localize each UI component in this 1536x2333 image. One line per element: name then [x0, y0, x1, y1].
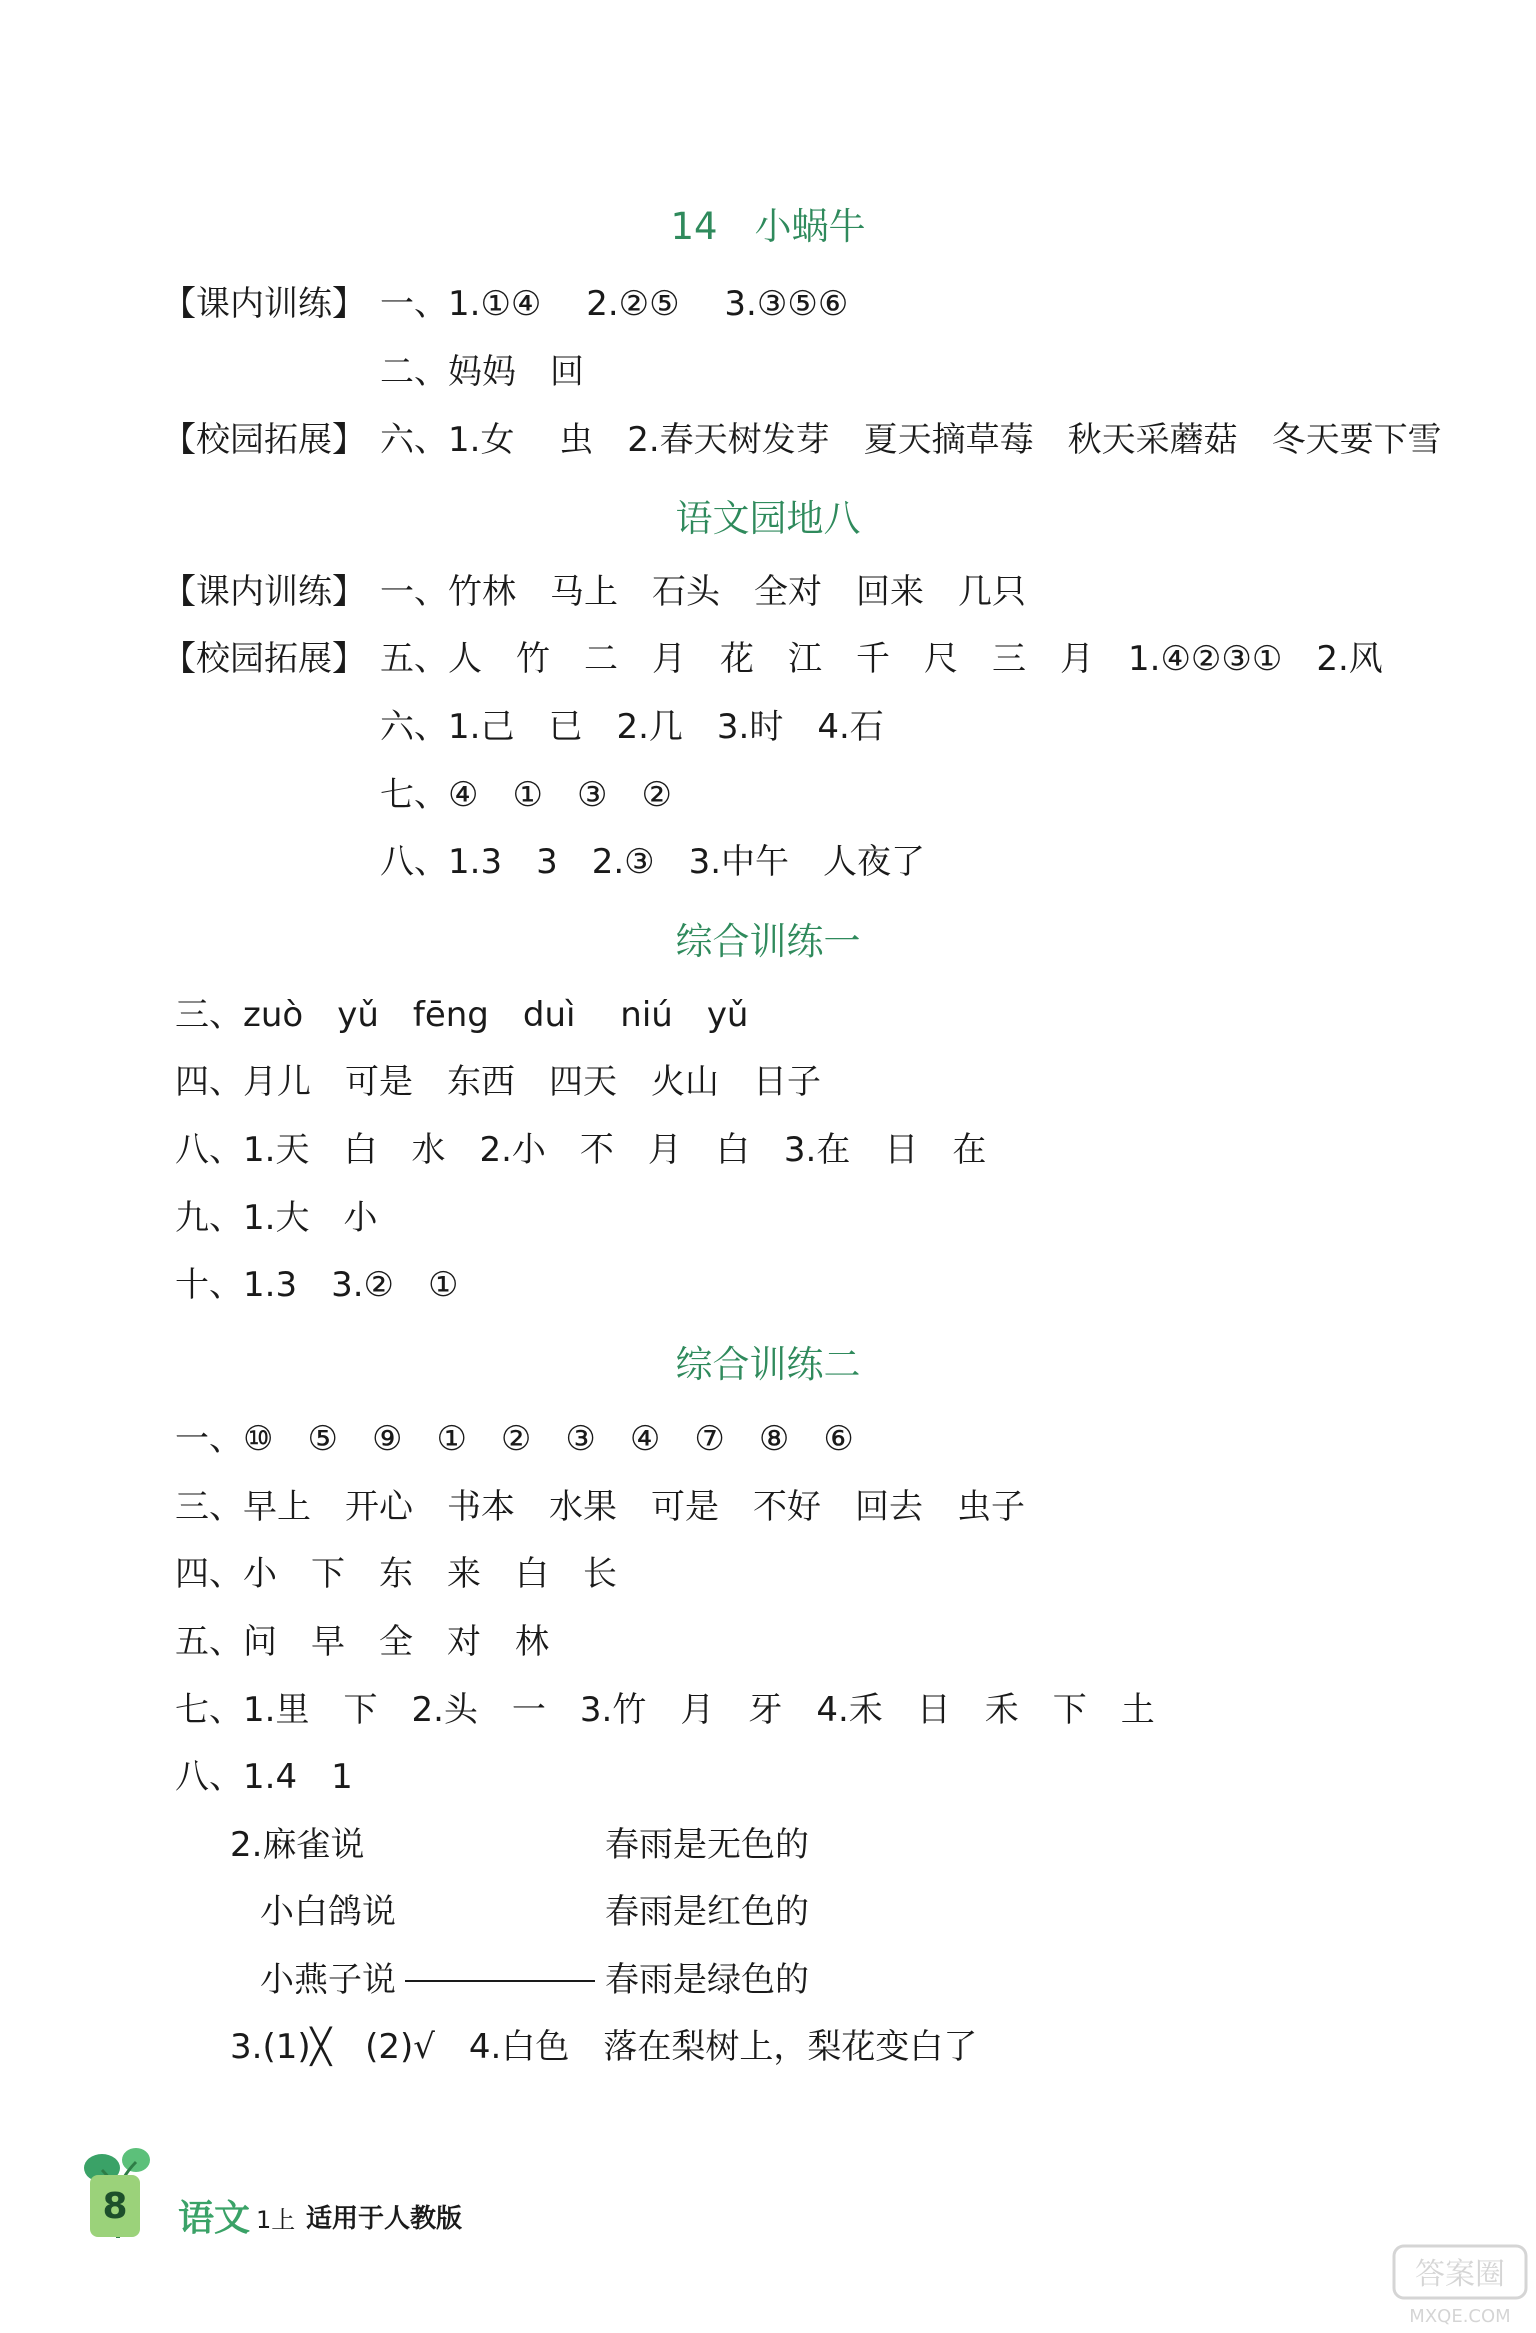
answer-line: 一、1.①④ 2.②⑤ 3.③⑤⑥: [380, 284, 849, 324]
footer-grade: 1上: [256, 2206, 296, 2234]
answer-line: 一、⑩ ⑤ ⑨ ① ② ③ ④ ⑦ ⑧ ⑥: [175, 1419, 854, 1459]
answer-line: 四、月儿 可是 东西 四天 火山 日子: [175, 1062, 821, 1102]
footer-edition: 适用于人教版: [306, 2204, 463, 2234]
matching-right: 春雨是无色的: [605, 1825, 809, 1865]
section-title-yuwenyuandi: 语文园地八: [675, 497, 861, 540]
answer-line: 五、问 早 全 对 林: [175, 1622, 549, 1662]
answer-line: 五、人 竹 二 月 花 江 千 尺 三 月 1.④②③① 2.风: [380, 639, 1383, 679]
svg-text:MXQE.COM: MXQE.COM: [1409, 2306, 1511, 2327]
matching-right: 春雨是红色的: [605, 1892, 809, 1932]
answer-line: 七、④ ① ③ ②: [380, 775, 672, 815]
answer-line: 九、1.大 小: [175, 1198, 378, 1238]
matching-connector-line: [405, 1980, 595, 1982]
matching-right: 春雨是绿色的: [605, 1960, 809, 2000]
matching-left: 小燕子说: [260, 1960, 396, 2000]
page-number-badge: [90, 2175, 140, 2237]
answer-line: 八、1.3 3 2.③ 3.中午 人夜了: [380, 842, 926, 882]
answer-line: 八、1.4 1: [175, 1757, 353, 1797]
label-xiaoyuan-1: 【校园拓展】: [162, 420, 366, 460]
label-xiaoyuan-2: 【校园拓展】: [162, 639, 366, 679]
watermark-logo: [1390, 2240, 1530, 2330]
page-number: 8: [102, 2185, 128, 2227]
answer-line: 三、zuò yǔ fēng duì niú yǔ: [175, 995, 749, 1035]
label-kenei-1: 【课内训练】: [162, 284, 366, 324]
answer-line: 二、妈妈 回: [380, 352, 584, 392]
answer-line: 七、1.里 下 2.头 一 3.竹 月 牙 4.禾 日 禾 下 土: [175, 1690, 1155, 1730]
section-title-xiaowoniu: 14 小蜗牛: [670, 205, 866, 248]
svg-text:答案圈: 答案圈: [1415, 2257, 1505, 2292]
answer-line: 三、早上 开心 书本 水果 可是 不好 回去 虫子: [175, 1487, 1025, 1527]
section-title-zonghe-1: 综合训练一: [675, 920, 861, 963]
answer-line: 3.(1)╳ (2)√ 4.白色 落在梨树上，梨花变白了: [230, 2027, 978, 2067]
answer-line: 八、1.天 白 水 2.小 不 月 白 3.在 日 在: [175, 1130, 987, 1170]
section-title-zonghe-2: 综合训练二: [675, 1343, 861, 1386]
answer-line: 六、1.女 虫 2.春天树发芽 夏天摘草莓 秋天采蘑菇 冬天要下雪: [380, 420, 1442, 460]
label-kenei-2: 【课内训练】: [162, 572, 366, 612]
answer-line: 一、竹林 马上 石头 全对 回来 几只: [380, 572, 1026, 612]
footer-subject: 语文: [178, 2198, 251, 2239]
matching-left: 小白鸽说: [260, 1892, 396, 1932]
matching-left: 2.麻雀说: [230, 1825, 365, 1865]
answer-line: 六、1.己 已 2.几 3.时 4.石: [380, 707, 884, 747]
answer-line: 十、1.3 3.② ①: [175, 1265, 459, 1305]
answer-line: 四、小 下 东 来 白 长: [175, 1554, 617, 1594]
